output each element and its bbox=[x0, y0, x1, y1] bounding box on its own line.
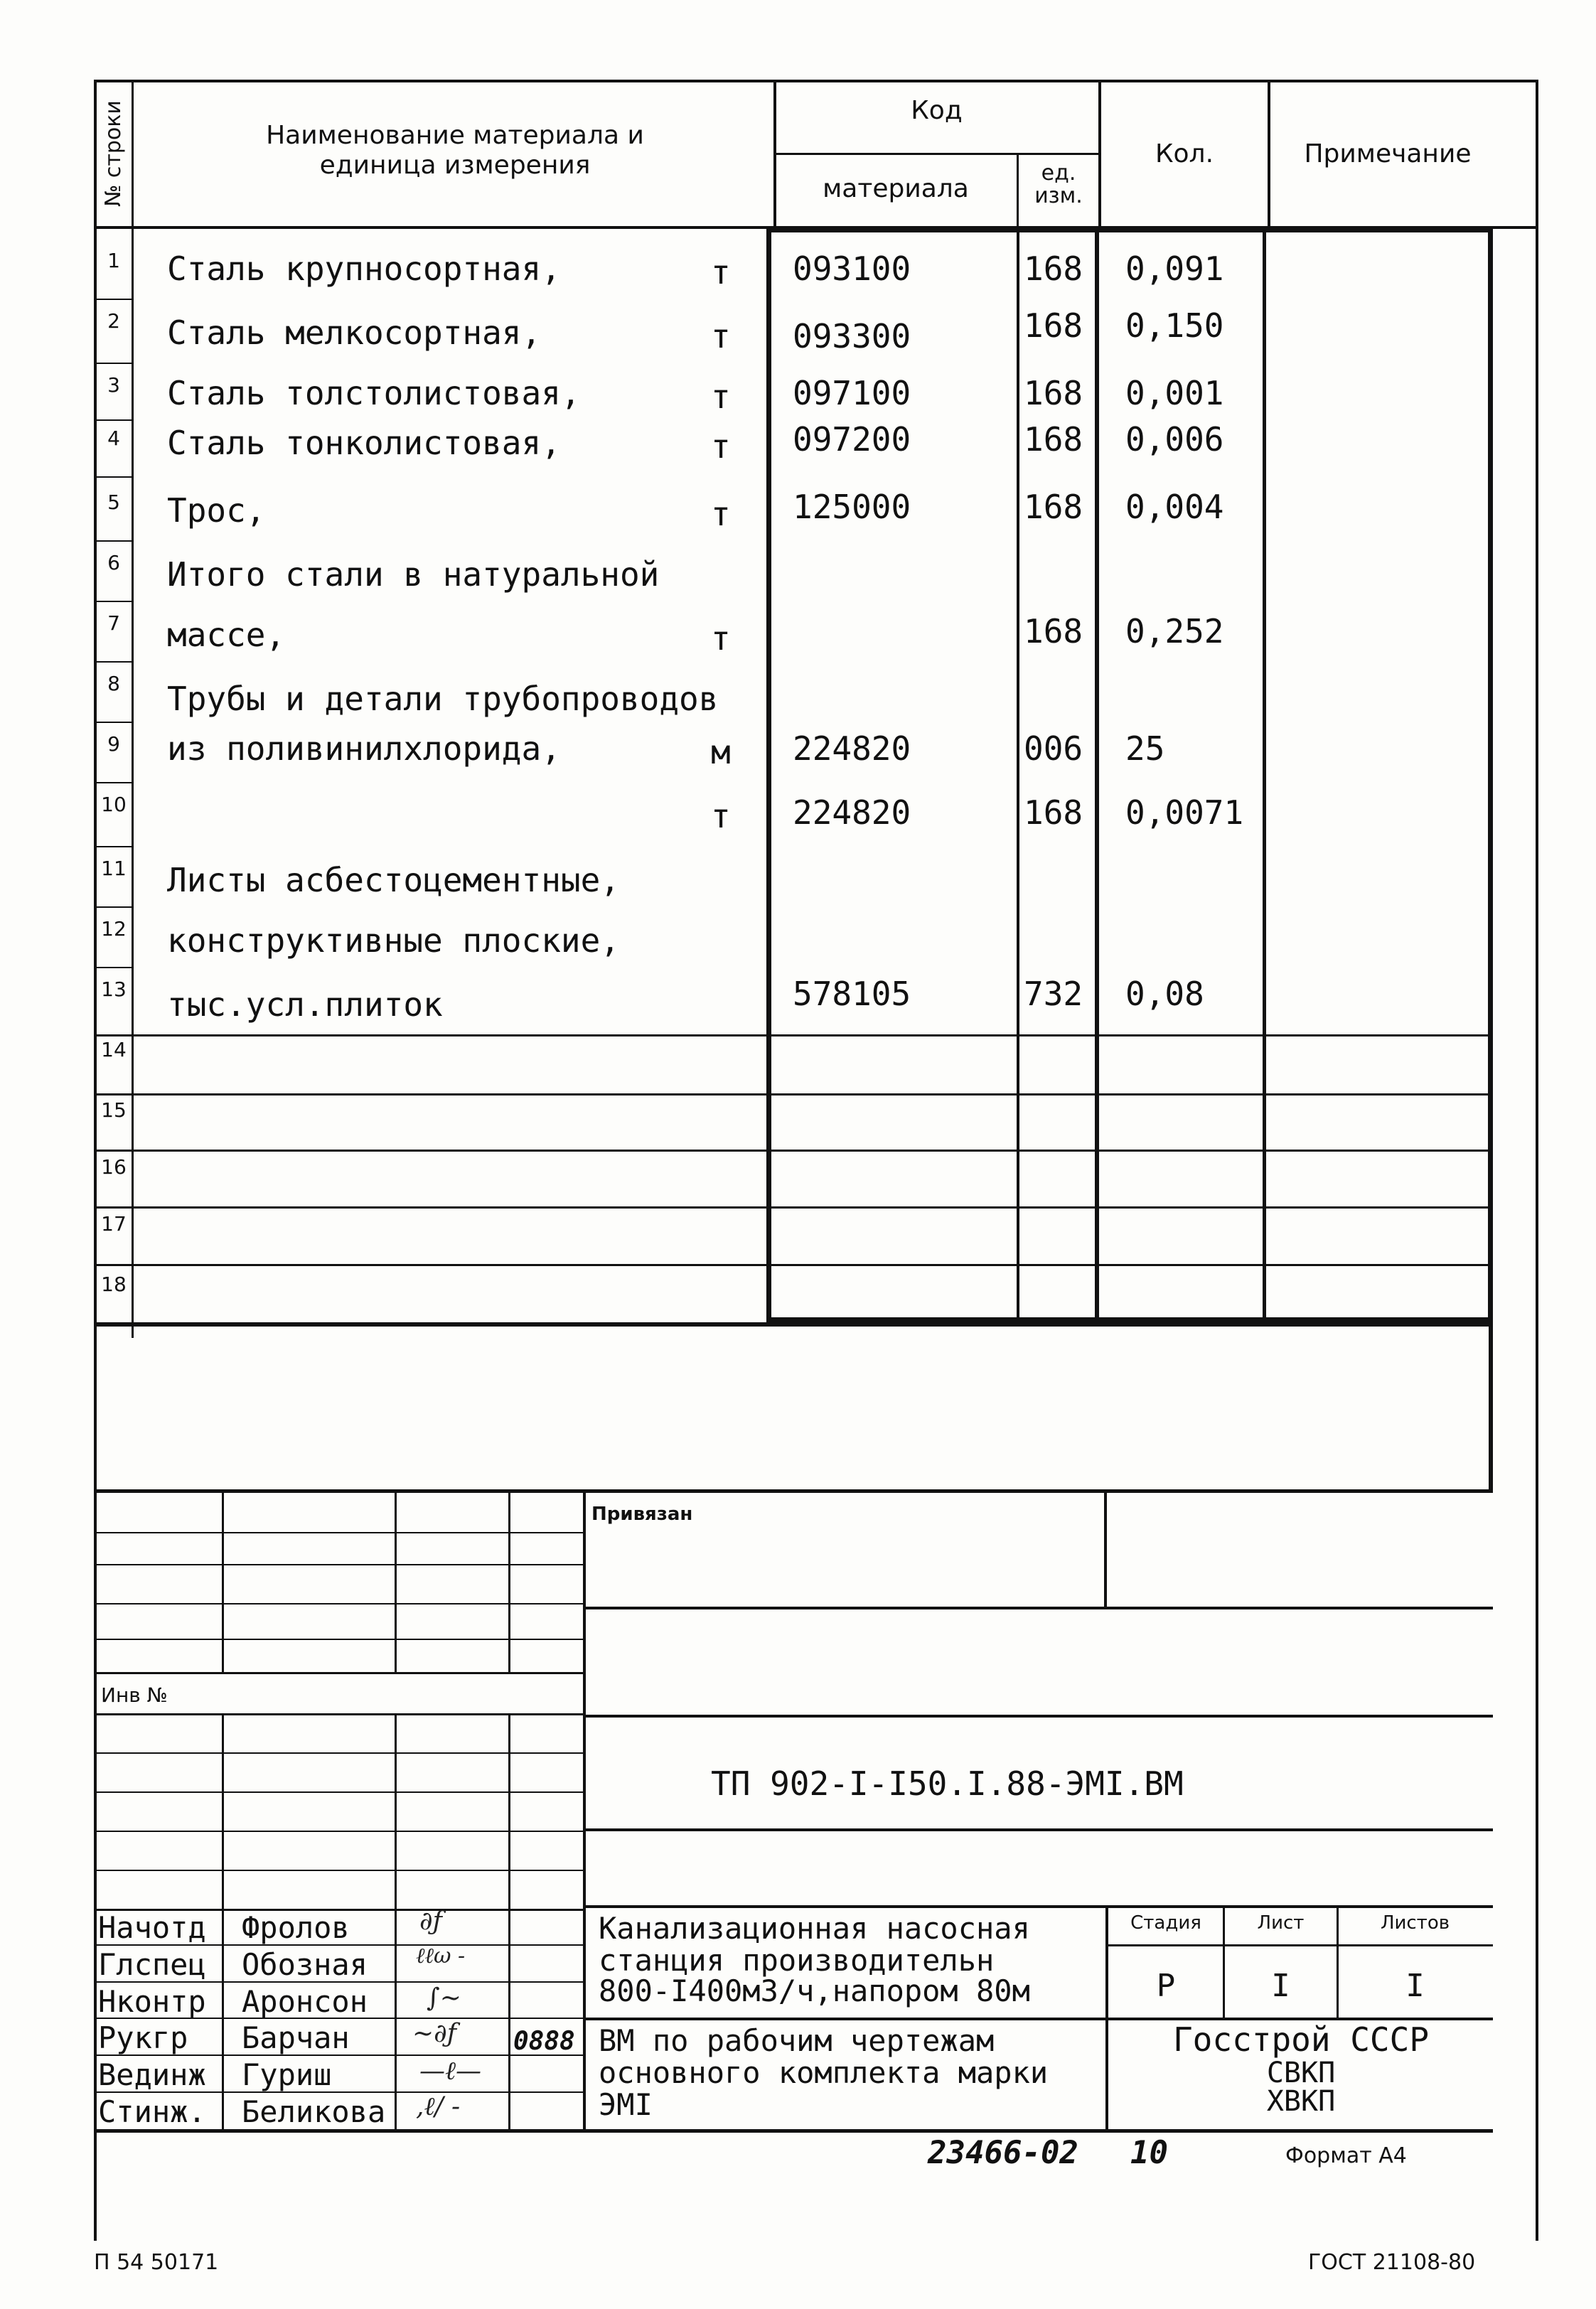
row-sep-18 bbox=[94, 1264, 1493, 1266]
date-mark: 0888 bbox=[513, 2027, 575, 2056]
material-name: Листы асбестоцементные, bbox=[167, 861, 620, 899]
signature-icon: ∂ƒ bbox=[419, 1907, 442, 1936]
sheet-title-line: ВМ по рабочим чертежам bbox=[599, 2023, 995, 2058]
role: Стинж. bbox=[98, 2094, 206, 2129]
material-code: 093300 bbox=[793, 317, 911, 355]
sheet-title-line: основного комплекта марки bbox=[599, 2055, 1049, 2090]
tb-v2b bbox=[395, 1715, 397, 2131]
material-name: Трубы и детали трубопроводов bbox=[167, 680, 719, 718]
unit-code: 168 bbox=[1024, 488, 1083, 526]
person-name: Фролов bbox=[242, 1910, 350, 1945]
tb-stage-label-line bbox=[1107, 1944, 1493, 1946]
material-unit-letter: т bbox=[711, 797, 731, 835]
unit-code: 168 bbox=[1024, 306, 1083, 345]
unit-code: 168 bbox=[1024, 374, 1083, 412]
tb-h bbox=[94, 1532, 584, 1533]
rn-sep bbox=[94, 722, 134, 723]
rn-sep bbox=[94, 967, 134, 968]
footer-left-code: П 54 50171 bbox=[94, 2250, 219, 2275]
material-unit-letter: м bbox=[711, 733, 731, 771]
sheet-value: I bbox=[1271, 1968, 1290, 2004]
material-name: из поливинилхлорида, bbox=[167, 729, 561, 768]
col-unit-line bbox=[1017, 227, 1019, 1322]
stage-label: Стадия bbox=[1130, 1912, 1201, 1934]
rn-sep bbox=[94, 540, 134, 542]
title-block-top bbox=[94, 1489, 1493, 1493]
project-title-line: Канализационная насосная bbox=[599, 1911, 1030, 1946]
material-name: Трос, bbox=[167, 491, 266, 530]
tb-h bbox=[94, 1603, 584, 1604]
unit-code: 168 bbox=[1024, 793, 1083, 832]
quantity: 0,252 bbox=[1125, 612, 1224, 650]
header-code: Код bbox=[911, 96, 963, 125]
row-number: 1 bbox=[107, 249, 120, 272]
row-number: 2 bbox=[107, 309, 120, 333]
format-label: Формат А4 bbox=[1285, 2143, 1407, 2168]
material-name: тыс.усл.плиток bbox=[167, 985, 443, 1024]
tb-org-split bbox=[1105, 2019, 1108, 2131]
sheet-label: Лист bbox=[1257, 1912, 1305, 1934]
header-unit: ед. изм. bbox=[1034, 161, 1083, 208]
material-name: Сталь толстолистовая, bbox=[167, 374, 581, 412]
rn-sep bbox=[94, 419, 134, 421]
row-number: 13 bbox=[101, 977, 127, 1001]
material-code: 578105 bbox=[793, 975, 911, 1013]
rn-sep bbox=[94, 661, 134, 663]
person-name: Аронсон bbox=[242, 1984, 368, 2019]
material-name: массе, bbox=[167, 616, 286, 654]
row-number: 10 bbox=[101, 793, 127, 816]
unit-code: 732 bbox=[1024, 975, 1083, 1013]
archive-number: 23466-02 bbox=[928, 2135, 1078, 2171]
tb-v2a bbox=[395, 1491, 397, 1672]
stage-value: Р bbox=[1156, 1968, 1176, 2004]
row-sep-17 bbox=[94, 1206, 1493, 1209]
organization-line: СВКП bbox=[1266, 2057, 1336, 2089]
person-name: Беликова bbox=[242, 2094, 386, 2129]
quantity: 0,091 bbox=[1125, 250, 1224, 288]
material-unit-letter: т bbox=[711, 495, 731, 533]
rn-sep bbox=[94, 299, 134, 300]
tb-h bbox=[94, 1713, 584, 1715]
row-number: 9 bbox=[107, 732, 120, 756]
tb-h-r1 bbox=[584, 1607, 1493, 1609]
unit-code: 168 bbox=[1024, 250, 1083, 288]
signature-icon: —ℓ— bbox=[419, 2057, 481, 2086]
rn-sep bbox=[94, 846, 134, 847]
tb-v3a bbox=[508, 1491, 510, 1672]
row-number: 11 bbox=[101, 857, 127, 880]
tb-h bbox=[94, 1870, 584, 1871]
material-name: конструктивные плоские, bbox=[167, 921, 620, 960]
material-unit-letter: т bbox=[711, 377, 731, 416]
header-material: материала bbox=[823, 174, 969, 203]
material-name: Сталь тонколистовая, bbox=[167, 424, 561, 462]
document-code: ТП 902-I-I50.I.88-ЭМI.ВМ bbox=[711, 1764, 1184, 1803]
material-code: 097100 bbox=[793, 374, 911, 412]
tb-h-r2 bbox=[584, 1715, 1493, 1718]
material-code: 097200 bbox=[793, 420, 911, 459]
row-number: 16 bbox=[101, 1155, 127, 1179]
signature-icon: ℓℓω - bbox=[416, 1944, 466, 1968]
sheets-value: I bbox=[1405, 1968, 1425, 2004]
sheets-label: Листов bbox=[1380, 1912, 1450, 1934]
role: Глспец bbox=[98, 1947, 206, 1982]
quantity: 0,006 bbox=[1125, 420, 1224, 459]
sheet-title-line: ЭМI bbox=[599, 2087, 653, 2122]
tb-privyazan-split bbox=[1104, 1491, 1107, 1608]
inv-no-label: Инв № bbox=[101, 1683, 168, 1707]
quantity: 0,150 bbox=[1125, 306, 1224, 345]
row-number: 3 bbox=[107, 373, 120, 397]
person-name: Гуриш bbox=[242, 2057, 332, 2092]
footer-right-code: ГОСТ 21108-80 bbox=[1308, 2250, 1476, 2275]
col-qty-line bbox=[1095, 227, 1099, 1322]
tb-h bbox=[94, 1672, 584, 1674]
organization-line: ХВКП bbox=[1266, 2085, 1336, 2118]
signature-icon: ,ℓ/ - bbox=[416, 2092, 461, 2121]
tb-stage-split bbox=[1105, 1905, 1108, 2019]
code-sub-line bbox=[773, 153, 1100, 155]
material-code: 125000 bbox=[793, 488, 911, 526]
row-sep-16 bbox=[94, 1150, 1493, 1152]
material-name: Итого стали в натуральной bbox=[167, 555, 660, 594]
header-qty: Кол. bbox=[1155, 139, 1214, 168]
material-name: Сталь крупносортная, bbox=[167, 250, 561, 288]
header-name: Наименование материала и единица измерения bbox=[266, 121, 644, 180]
rn-sep bbox=[94, 601, 134, 602]
unit-code: 168 bbox=[1024, 420, 1083, 459]
role: Нконтр bbox=[98, 1984, 206, 2019]
person-name: Барчан bbox=[242, 2020, 350, 2055]
tb-h bbox=[94, 1639, 584, 1640]
rn-sep bbox=[94, 906, 134, 908]
tb-v1a bbox=[222, 1491, 224, 1672]
tb-h-r4 bbox=[584, 1905, 1493, 1908]
page-number: 10 bbox=[1130, 2135, 1168, 2171]
tb-h bbox=[94, 1831, 584, 1832]
header-note: Примечание bbox=[1304, 139, 1472, 168]
row-number: 17 bbox=[101, 1212, 127, 1236]
material-unit-letter: т bbox=[711, 317, 731, 355]
project-title-line: 800-I400м3/ч,напором 80м bbox=[599, 1973, 1030, 2008]
tb-h bbox=[94, 1752, 584, 1754]
tb-v4 bbox=[583, 1491, 586, 2131]
role: Вединж bbox=[98, 2057, 206, 2092]
tb-h bbox=[94, 1791, 584, 1793]
tb-v3b bbox=[508, 1715, 510, 2131]
rn-sep bbox=[94, 363, 134, 364]
top-border bbox=[94, 80, 1538, 82]
row-number: 14 bbox=[101, 1038, 127, 1061]
tb-v1b bbox=[222, 1715, 224, 2131]
role: Начотд bbox=[98, 1910, 206, 1945]
table-bottom bbox=[94, 1322, 1493, 1327]
row-number: 18 bbox=[101, 1273, 127, 1296]
quantity: 25 bbox=[1125, 729, 1165, 768]
signature-icon: ~∂ƒ bbox=[412, 2019, 457, 2048]
tb-h-r3 bbox=[584, 1828, 1493, 1831]
row-number: 8 bbox=[107, 672, 120, 695]
person-name: Обозная bbox=[242, 1947, 368, 1982]
material-unit-letter: т bbox=[711, 253, 731, 291]
row-number: 12 bbox=[101, 917, 127, 941]
header-rowno: № строки bbox=[101, 100, 126, 207]
unit-code: 168 bbox=[1024, 612, 1083, 650]
row-sep-15 bbox=[94, 1093, 1493, 1095]
material-code: 224820 bbox=[793, 729, 911, 768]
signature-icon: ∫~ bbox=[427, 1983, 461, 2013]
quantity: 0,004 bbox=[1125, 488, 1224, 526]
row-number: 15 bbox=[101, 1098, 127, 1122]
row-number: 6 bbox=[107, 551, 120, 574]
material-code: 093100 bbox=[793, 250, 911, 288]
role: Рукгр bbox=[98, 2020, 188, 2055]
rn-sep bbox=[94, 476, 134, 478]
material-unit-letter: т bbox=[711, 619, 731, 658]
row-number: 5 bbox=[107, 491, 120, 514]
row-number: 7 bbox=[107, 611, 120, 635]
quantity: 0,0071 bbox=[1125, 793, 1244, 832]
unit-code: 006 bbox=[1024, 729, 1083, 768]
col-note-line bbox=[1263, 227, 1266, 1322]
material-unit-letter: т bbox=[711, 427, 731, 466]
quantity: 0,08 bbox=[1125, 975, 1204, 1013]
organization-line: Госстрой СССР bbox=[1172, 2020, 1430, 2059]
tb-h bbox=[94, 1564, 584, 1565]
privyazan-label: Привязан bbox=[591, 1504, 693, 1525]
title-block-bottom bbox=[94, 2129, 1493, 2133]
material-name: Сталь мелкосортная, bbox=[167, 314, 542, 352]
material-code: 224820 bbox=[793, 793, 911, 832]
right-inner-border bbox=[1489, 227, 1493, 1493]
project-title-line: станция производительн bbox=[599, 1943, 995, 1978]
row-number: 4 bbox=[107, 427, 120, 450]
quantity: 0,001 bbox=[1125, 374, 1224, 412]
row-sep-14 bbox=[94, 1034, 1493, 1036]
rn-sep bbox=[94, 782, 134, 783]
